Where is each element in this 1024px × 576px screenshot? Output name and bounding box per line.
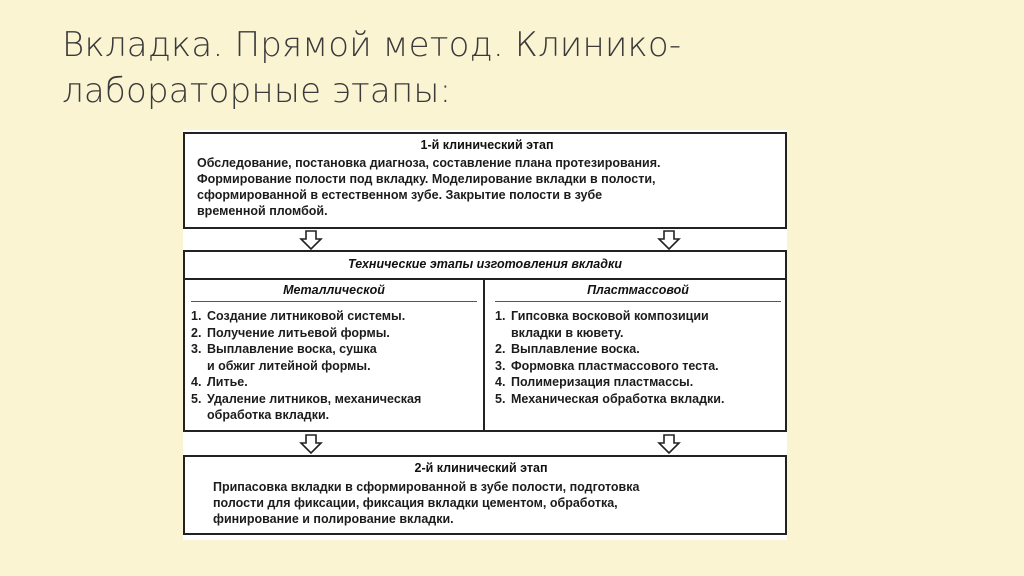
step-text (511, 374, 693, 391)
slide-title-line-2: лабораторные этапы: (62, 71, 452, 111)
list-item (495, 374, 781, 391)
step-number: 5. (191, 391, 202, 406)
step-text (511, 341, 640, 358)
step-line: Получение литьевой формы. (207, 325, 390, 340)
down-arrow-icon (657, 230, 681, 250)
stage2-text (213, 479, 777, 527)
slide-title-line-1: Вкладка. Прямой метод. Клинико- (62, 25, 682, 65)
step-number: 2. (191, 325, 202, 340)
stage1-line: Обследование, постановка диагноза, составление плана протезирования. (197, 156, 661, 170)
step-line: обработка вкладки. (207, 408, 330, 422)
flow-diagram (183, 130, 787, 540)
stage2-title: 2-й клинический этап (414, 461, 548, 475)
list-item (191, 391, 477, 424)
step-text (511, 391, 724, 408)
list-item (191, 308, 477, 325)
plastic-steps-list (495, 308, 781, 407)
metal-steps-list (191, 308, 477, 424)
stage1-line: временной пломбой. (197, 204, 328, 218)
stage1-line: сформированной в естественном зубе. Закрытие полости в зубе (197, 188, 603, 202)
step-line: Гипсовка восковой композиции (511, 309, 709, 323)
step-line: Создание литниковой системы. (207, 309, 406, 323)
step-text (207, 325, 390, 342)
stage1-box (183, 132, 787, 229)
step-number: 4. (495, 375, 506, 389)
step-number: 1. (495, 309, 506, 323)
step-text (207, 341, 377, 374)
stage2-line: полости для фиксации, фиксация вкладки цементом, обработка, (213, 496, 618, 510)
down-arrow-icon (299, 434, 323, 454)
step-number: 1. (191, 309, 202, 323)
list-item (191, 374, 477, 391)
step-number: 3. (191, 342, 202, 356)
list-item (191, 341, 477, 374)
step-line: Механическая обработка вкладки. (511, 391, 725, 406)
list-item (495, 391, 781, 408)
plastic-column-title: Пластмассовой (495, 282, 781, 302)
stage2-line: финирование и полирование вкладки. (213, 512, 454, 526)
down-arrow-icon (299, 230, 323, 250)
step-text (207, 374, 248, 391)
step-number: 5. (495, 391, 506, 406)
metal-column-title: Металлической (191, 282, 477, 302)
plastic-column (485, 278, 785, 430)
step-text (511, 308, 709, 341)
step-line: Формовка пластмассового теста. (511, 358, 719, 373)
list-item (495, 308, 781, 341)
down-arrow-icon (657, 434, 681, 454)
stage2-box (183, 455, 787, 535)
metal-column (185, 278, 485, 430)
list-item (495, 341, 781, 358)
step-text (207, 308, 405, 325)
list-item (495, 358, 781, 375)
step-text (511, 358, 719, 375)
step-line: Полимеризация пластмассы. (511, 375, 694, 389)
stage1-text (197, 155, 777, 219)
stage1-line: Формирование полости под вкладку. Моделирование вкладки в полости, (197, 172, 656, 186)
step-line: Удаление литников, механическая (207, 391, 422, 406)
step-number: 4. (191, 375, 202, 389)
step-line: Выплавление воска, сушка (207, 342, 377, 356)
step-line: Литье. (207, 375, 248, 389)
step-line: и обжиг литейной формы. (207, 358, 371, 373)
step-text (207, 391, 421, 424)
stage2-line: Припасовка вкладки в сформированной в зубе полости, подготовка (213, 480, 640, 494)
list-item (191, 325, 477, 342)
step-number: 3. (495, 358, 506, 373)
slide-title (62, 22, 822, 114)
technical-stages-box (183, 250, 787, 432)
step-line: Выплавление воска. (511, 342, 640, 356)
stage1-title: 1-й клинический этап (420, 138, 554, 152)
step-line: вкладки в кювету. (511, 325, 624, 340)
technical-stages-title: Технические этапы изготовления вкладки (185, 252, 785, 280)
step-number: 2. (495, 342, 506, 356)
